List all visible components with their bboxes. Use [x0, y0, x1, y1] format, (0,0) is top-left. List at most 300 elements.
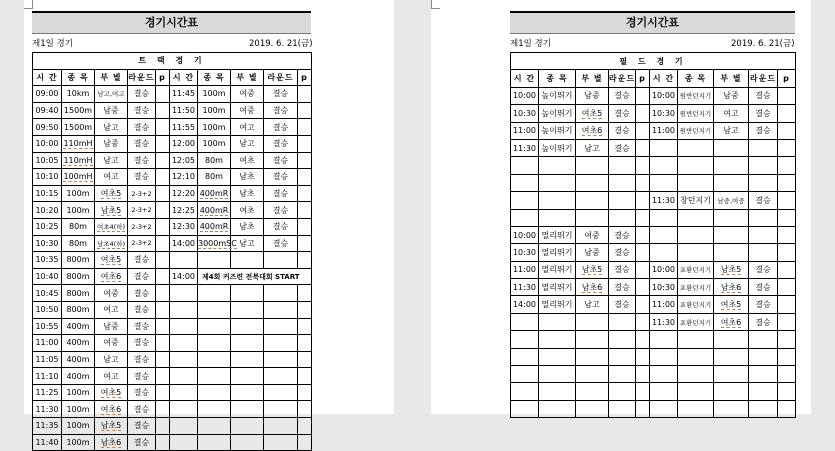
table-cell	[170, 86, 198, 103]
table-cell	[264, 119, 298, 136]
table-cell	[609, 261, 636, 278]
table-cell	[62, 152, 95, 169]
cell-text: 결승	[614, 91, 630, 101]
cell-text: 여초5	[581, 108, 603, 118]
table-cell	[264, 185, 298, 202]
table-cell	[511, 174, 539, 191]
column-header: 종 목	[62, 69, 95, 86]
cell-text: 포환던지기	[679, 283, 712, 292]
table-cell	[156, 202, 170, 219]
table-cell	[576, 331, 609, 348]
table-cell	[636, 366, 650, 383]
cell-text: 100m	[66, 421, 90, 431]
cell-text: 10:15	[35, 189, 59, 199]
table-cell	[298, 119, 312, 136]
table-cell	[511, 192, 539, 209]
cell-text: 결승	[272, 89, 289, 99]
table-cell	[298, 401, 312, 418]
table-cell	[95, 235, 128, 252]
table-cell	[298, 301, 312, 318]
table-cell	[576, 105, 609, 122]
column-header: 라운드	[609, 70, 636, 87]
table-cell	[198, 152, 231, 169]
table-cell	[576, 313, 609, 330]
table-cell	[678, 366, 714, 383]
table-cell	[198, 351, 231, 368]
table-cell	[62, 301, 95, 318]
cell-text: 결승	[133, 437, 150, 447]
cell-text: 12:25	[171, 205, 196, 215]
table-row	[511, 209, 796, 226]
table-row	[33, 218, 312, 235]
table-cell	[170, 418, 198, 435]
table-cell	[156, 418, 170, 435]
table-cell	[33, 268, 62, 285]
table-cell	[609, 174, 636, 191]
column-header: 시 간	[511, 70, 539, 87]
cell-text: 여초5	[720, 300, 742, 310]
table-cell	[33, 418, 62, 435]
table-cell	[678, 87, 714, 104]
table-cell	[231, 135, 264, 152]
table-cell	[609, 313, 636, 330]
table-cell	[156, 268, 170, 285]
cell-text: 결승	[614, 300, 630, 310]
table-cell	[298, 368, 312, 385]
table-cell	[650, 192, 678, 209]
cell-text: 결승	[133, 139, 150, 149]
table-cell	[636, 174, 650, 191]
table-cell	[778, 174, 796, 191]
table-cell	[714, 105, 749, 122]
table-cell	[778, 244, 796, 261]
table-cell	[749, 105, 778, 122]
table-row	[511, 279, 796, 296]
table-cell	[511, 313, 539, 330]
cell-text: 2-3+2	[131, 206, 152, 215]
table-cell	[298, 102, 312, 119]
table-cell	[539, 105, 576, 122]
cell-text: 여고	[723, 108, 739, 118]
table-cell	[264, 218, 298, 235]
table-cell	[749, 348, 778, 365]
cell-text: 결승	[272, 106, 289, 116]
cell-text: 여초5	[100, 388, 122, 398]
table-cell	[156, 185, 170, 202]
table-cell	[539, 348, 576, 365]
table-cell	[264, 368, 298, 385]
table-cell	[62, 401, 95, 418]
table-cell	[231, 202, 264, 219]
table-cell	[62, 135, 95, 152]
cell-text: 남초	[239, 172, 255, 182]
table-cell	[298, 351, 312, 368]
table-cell	[749, 174, 778, 191]
table-cell	[714, 296, 749, 313]
corner-mark	[24, 0, 33, 9]
table-cell	[170, 318, 198, 335]
cell-text: 포환던지기	[679, 301, 712, 310]
cell-text: 10:00	[512, 91, 537, 101]
table-row	[511, 226, 796, 243]
table-cell	[576, 174, 609, 191]
table-cell	[198, 169, 231, 186]
table-cell	[128, 135, 156, 152]
table-cell	[511, 244, 539, 261]
table-cell	[198, 202, 231, 219]
table-cell	[576, 139, 609, 156]
cell-text: 09:50	[35, 122, 59, 132]
table-cell	[636, 348, 650, 365]
table-cell	[778, 400, 796, 417]
table-cell	[539, 209, 576, 226]
table-cell	[511, 139, 539, 156]
table-cell	[650, 122, 678, 139]
table-cell	[198, 102, 231, 119]
table-cell	[576, 226, 609, 243]
table-cell	[33, 285, 62, 302]
table-cell	[264, 318, 298, 335]
cell-text: 10:00	[35, 139, 59, 149]
table-cell	[62, 218, 95, 235]
table-cell	[33, 86, 62, 103]
table-cell	[198, 285, 231, 302]
table-cell	[609, 244, 636, 261]
cell-text: 결승	[614, 230, 630, 240]
table-cell	[264, 301, 298, 318]
table-row	[33, 351, 312, 368]
table-row	[33, 301, 312, 318]
table-cell	[511, 400, 539, 417]
table-cell	[778, 261, 796, 278]
table-cell	[128, 185, 156, 202]
table-cell	[170, 185, 198, 202]
cell-text: 12:20	[171, 189, 196, 199]
table-row	[511, 157, 796, 174]
table-cell	[539, 331, 576, 348]
table-row	[511, 122, 796, 139]
table-cell	[198, 418, 231, 435]
column-header: 라운드	[264, 69, 298, 86]
cell-text: 11:45	[171, 89, 196, 99]
table-cell	[609, 122, 636, 139]
cell-text: 12:30	[171, 222, 196, 232]
cell-text: 결승	[755, 300, 771, 310]
table-row	[511, 313, 796, 330]
table-cell	[264, 135, 298, 152]
cell-text: 12:00	[171, 139, 196, 149]
table-row	[33, 252, 312, 269]
cell-text: 결승	[614, 126, 630, 136]
table-row	[33, 434, 312, 451]
cell-text: 남고,여고	[97, 90, 125, 99]
table-cell	[128, 102, 156, 119]
cell-text: 여초5	[100, 189, 122, 199]
cell-text: 11:30	[512, 282, 537, 292]
table-cell	[539, 279, 576, 296]
table-cell	[298, 318, 312, 335]
table-cell	[576, 400, 609, 417]
table-cell	[170, 218, 198, 235]
cell-text: 결승	[755, 195, 771, 205]
cell-text: 11:25	[35, 388, 59, 398]
table-cell	[264, 152, 298, 169]
table-cell	[749, 261, 778, 278]
table-row	[33, 418, 312, 435]
cell-text: 멀리뛰기	[541, 282, 573, 292]
cell-text: 100m	[202, 139, 226, 149]
cell-text: 높이뛰기	[541, 108, 573, 118]
table-cell	[156, 235, 170, 252]
table-cell	[714, 174, 749, 191]
cell-text: 결승	[755, 282, 771, 292]
column-header: 시 간	[650, 70, 678, 87]
cell-text: 포환던지기	[679, 266, 712, 275]
table-cell	[33, 368, 62, 385]
table-cell	[778, 192, 796, 209]
cell-text: 여초6	[581, 126, 603, 136]
table-cell	[231, 285, 264, 302]
cell-text: 10:35	[35, 255, 59, 265]
table-cell	[778, 209, 796, 226]
table-cell	[156, 301, 170, 318]
table-cell	[156, 152, 170, 169]
table-cell	[298, 235, 312, 252]
cell-text: 100m	[202, 122, 226, 132]
table-cell	[170, 169, 198, 186]
table-cell	[198, 135, 231, 152]
cell-text: 여중	[239, 89, 255, 99]
cell-text: 남초6	[100, 437, 122, 447]
cell-text: 여고	[103, 371, 119, 381]
table-cell	[636, 139, 650, 156]
schedule-page-field	[431, 0, 811, 414]
table-cell	[714, 366, 749, 383]
table-row	[511, 331, 796, 348]
table-cell	[264, 418, 298, 435]
table-row	[511, 296, 796, 313]
cell-text: 80m	[69, 238, 87, 248]
cell-text: 남고	[584, 143, 600, 153]
table-cell	[576, 261, 609, 278]
cell-text: 11:30	[512, 143, 537, 153]
table-row	[33, 318, 312, 335]
table-cell	[128, 169, 156, 186]
cell-text: 400m	[66, 321, 90, 331]
table-cell	[198, 218, 231, 235]
cell-text: 멀리뛰기	[541, 265, 573, 275]
table-cell	[511, 226, 539, 243]
cell-text: 여중	[103, 338, 119, 348]
table-cell	[714, 122, 749, 139]
table-row	[33, 202, 312, 219]
cell-text: 결승	[755, 317, 771, 327]
table-cell	[156, 335, 170, 352]
table-cell	[714, 313, 749, 330]
day-label: 제1일 경기	[510, 39, 551, 49]
column-header: p	[636, 70, 650, 87]
table-row	[33, 384, 312, 401]
table-cell	[231, 252, 264, 269]
table-cell	[128, 152, 156, 169]
table-cell	[539, 122, 576, 139]
cell-text: 11:10	[35, 371, 59, 381]
table-cell	[156, 135, 170, 152]
cell-text: 14:00	[171, 272, 196, 282]
cell-text: 포환던지기	[679, 318, 712, 327]
table-cell	[62, 368, 95, 385]
table-cell	[749, 139, 778, 156]
table-cell	[298, 218, 312, 235]
cell-text: 10:00	[512, 230, 537, 240]
cell-text: 800m	[66, 255, 90, 265]
table-cell	[778, 313, 796, 330]
cell-text: 높이뛰기	[541, 91, 573, 101]
table-cell	[714, 209, 749, 226]
cell-text: 12:10	[171, 172, 196, 182]
cell-text: 12:05	[171, 155, 196, 165]
table-cell	[33, 135, 62, 152]
table-row	[511, 400, 796, 417]
cell-text: 결승	[133, 106, 150, 116]
table-cell	[678, 226, 714, 243]
table-cell	[298, 152, 312, 169]
cell-text: 11:00	[35, 338, 59, 348]
table-cell	[33, 401, 62, 418]
table-cell	[198, 252, 231, 269]
cell-text: 여중	[103, 288, 119, 298]
table-cell	[264, 384, 298, 401]
cell-text: 결승	[133, 288, 150, 298]
table-row	[511, 261, 796, 278]
table-cell	[33, 384, 62, 401]
table-row	[511, 105, 796, 122]
table-cell	[156, 384, 170, 401]
cell-text: 남초5	[581, 265, 603, 275]
table-cell	[95, 169, 128, 186]
column-header: 종 목	[539, 70, 576, 87]
column-header: 시 간	[33, 69, 62, 86]
table-cell	[650, 348, 678, 365]
table-cell	[128, 368, 156, 385]
cell-text: 남고	[239, 238, 255, 248]
cell-text: 10:20	[35, 205, 59, 215]
table-cell	[650, 226, 678, 243]
table-cell	[198, 384, 231, 401]
table-cell	[298, 135, 312, 152]
cell-text: 100mH	[63, 172, 93, 182]
table-cell	[170, 384, 198, 401]
table-cell	[95, 285, 128, 302]
table-cell	[128, 235, 156, 252]
table-cell	[511, 209, 539, 226]
table-cell	[62, 384, 95, 401]
table-cell	[298, 169, 312, 186]
column-header: 라운드	[128, 69, 156, 86]
table-cell	[678, 192, 714, 209]
date-label: 2019. 6. 21(금)	[731, 39, 795, 49]
table-cell	[62, 335, 95, 352]
table-row	[33, 268, 312, 285]
table-cell	[170, 285, 198, 302]
table-cell	[636, 209, 650, 226]
cell-text: 11:05	[35, 354, 59, 364]
cell-text: 11:30	[651, 195, 676, 205]
table-cell	[33, 301, 62, 318]
table-cell	[298, 335, 312, 352]
table-cell	[650, 87, 678, 104]
table-cell	[264, 252, 298, 269]
table-cell	[678, 261, 714, 278]
table-cell	[636, 296, 650, 313]
cell-text: 멀리뛰기	[541, 230, 573, 240]
table-cell	[128, 318, 156, 335]
column-header: p	[778, 70, 796, 87]
table-cell	[511, 122, 539, 139]
table-cell	[539, 157, 576, 174]
table-cell	[198, 434, 231, 451]
table-cell	[231, 318, 264, 335]
table-cell	[170, 252, 198, 269]
cell-text: 11:35	[35, 421, 59, 431]
table-cell	[749, 279, 778, 296]
table-cell	[636, 157, 650, 174]
table-cell	[231, 102, 264, 119]
table-cell	[128, 285, 156, 302]
table-cell	[128, 119, 156, 136]
page-title: 경기시간표	[32, 11, 311, 34]
table-cell	[539, 87, 576, 104]
column-header: 부 별	[231, 69, 264, 86]
schedule-page-track	[24, 0, 394, 447]
table-cell	[198, 301, 231, 318]
cell-text: 남중	[723, 91, 739, 101]
table-cell	[511, 279, 539, 296]
table-cell	[539, 226, 576, 243]
table-cell	[264, 86, 298, 103]
cell-text: 결승	[133, 255, 150, 265]
cell-text: 400m	[66, 371, 90, 381]
cell-text: 여고	[239, 122, 255, 132]
table-cell	[778, 331, 796, 348]
cell-text: 결승	[133, 354, 150, 364]
table-cell	[511, 366, 539, 383]
table-cell	[62, 434, 95, 451]
cell-text: 남초6	[581, 282, 603, 292]
cell-text: 100m	[66, 205, 90, 215]
table-cell	[128, 434, 156, 451]
table-cell	[62, 119, 95, 136]
table-cell	[678, 400, 714, 417]
table-cell	[650, 261, 678, 278]
cell-text: 10:30	[512, 247, 537, 257]
table-cell	[298, 252, 312, 269]
cell-text: 110mH	[63, 139, 93, 149]
table-cell	[170, 335, 198, 352]
table-cell	[95, 434, 128, 451]
table-cell	[609, 366, 636, 383]
table-cell	[170, 135, 198, 152]
table-cell	[714, 244, 749, 261]
cell-text: 여고	[103, 305, 119, 315]
cell-text: 결승	[133, 122, 150, 132]
cell-text: 남중	[103, 106, 119, 116]
table-cell	[539, 383, 576, 400]
table-cell	[778, 348, 796, 365]
cell-text: 결승	[133, 404, 150, 414]
cell-text: 11:55	[171, 122, 196, 132]
field-schedule-table	[510, 52, 796, 418]
